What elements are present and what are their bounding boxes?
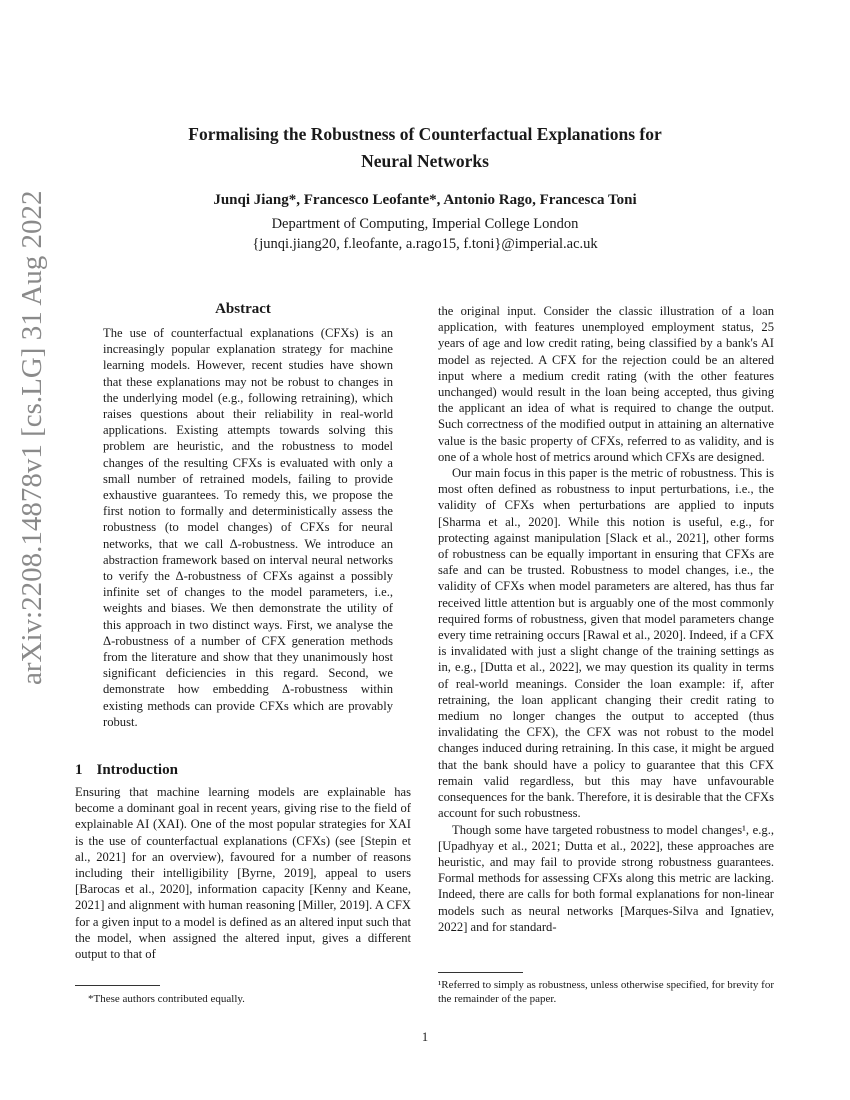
paragraph-loan-example: the original input. Consider the classic illustration of a loan application, with features unemployed employment status, 25 years of age and low credit rating, being classified by a bank's AI model as rejected. A CFX for the rejection could be an altered input where a medium credit rating (with the other features unchanged) would result in the loan being accepted, thus giving the applicant an idea of what is required to change the output. Such correctness of the modified output in attaining an alternative value is the basic property of CFXs, referred to as validity, and is one of a whole host of metrics around which CFXs are designed. [438,304,774,464]
affiliation: Department of Computing, Imperial College London [271,216,579,232]
page-number: 1 [421,1030,429,1044]
abstract-text: The use of counterfactual explanations (CFXs) is an increasingly popular explanation strategy for machine learning models. However, recent studies have shown that these explanations may not be robust to changes in the underlying model (e.g., following retraining), which raises questions about their reliability in real-world applications. Existing attempts towards solving this problem are heuristic, and the robustness to model changes of the resulting CFXs is evaluated with only a small number of retrained models, failing to provide exhaustive guarantees. To remedy this, we propose the first notion to formally and deterministically assess the robustness (to model changes) of CFXs for neural networks, that we call Δ-robustness. We introduce an abstraction framework based on interval neural networks to verify the Δ-robustness of CFXs against a possibly infinite set of changes to the model parameters, i.e., weights and biases. We then demonstrate the utility of this approach in two distinct ways. First, we analyse the Δ-robustness of a number of CFX generation methods from the literature and show that they unanimously host significant deficiencies in this regard. Second, we demonstrate how embedding Δ-robustness within existing methods can provide CFXs which are provably robust. [103,326,393,729]
authors: Junqi Jiang*, Francesco Leofante*, Antonio Rago, Francesca Toni [213,192,637,208]
right-column [438,303,774,935]
footnote-rule-left [75,985,160,986]
author-emails: {junqi.jiang20, f.leofante, a.rago15, f.toni}@imperial.ac.uk [252,236,598,252]
arxiv-stamp: arXiv:2208.14878v1 [cs.LG] 31 Aug 2022 [16,190,48,685]
section-heading-introduction [75,762,178,779]
title-line-1: Formalising the Robustness of Counterfactual Explanations for [188,124,662,144]
intro-paragraph: Ensuring that machine learning models are explainable has become a dominant goal in recent years, giving rise to the field of explainable AI (XAI). One of the most popular strategies for XAI is the use of counterfactual explanations (CFXs) (see [Stepin et al., 2021] for an overview), favoured for a number of reasons including their intelligibility [Byrne, 2019], appeal to users [Barocas et al., 2020], information capacity [Kenny and Keane, 2021] and alignment with human reasoning [Miller, 2019]. A CFX for a given input to a model is defined as an altered input such that the model, when assigned the altered input, gives a different output to that of [75,785,411,962]
title-line-2: Neural Networks [361,151,489,171]
abstract-heading: Abstract [215,301,271,317]
footnote-rule-right [438,972,523,973]
paragraph-model-changes: Though some have targeted robustness to model changes¹, e.g., [Upadhyay et al., 2021; Dutta et al., 2022], these approaches are heuristic, and may fail to provide strong robustness guarantees. Formal methods for assessing CFXs along this metric are lacking. Indeed, there are calls for both formal explanations for non-linear models such as neural networks [Marques-Silva and Ignatiev, 2022] and for standard- [438,822,774,934]
footnote-equal-contribution: *These authors contributed equally. [88,993,245,1005]
footnote-robustness: ¹Referred to simply as robustness, unless otherwise specified, for brevity for the remainder of the paper. [438,979,774,1005]
paper-title [110,121,740,175]
section-number: 1 [75,762,83,778]
paragraph-robustness-focus: Our main focus in this paper is the metric of robustness. This is most often defined as robustness to input perturbations, i.e., the validity of CFXs when perturbations are applied to inputs [Sharma et al., 2020]. While this notion is useful, e.g., for protecting against manipulation [Slack et al., 2021], other forms of robustness can be equally important in ensuring that CFXs are safe and can be trusted. Robustness to model changes, i.e., the validity of CFXs when model parameters are altered, has thus far received little attention but is arguably one of the most commonly required forms of robustness, given that model parameters change every time retraining occurs [Rawal et al., 2020]. Indeed, if a CFX is invalidated with just a slight change of the training settings as in, e.g., [Dutta et al., 2022], we may question its quality in terms of real-world meanings. Consider the loan example: if, after retraining, the loan applicant changing their credit rating to medium no longer changes the output to accepted (thus invalidating the CFX), the CFX was not robust to the model changes induced during retraining. In this case, it might be argued that the bank should have a policy to guarantee that this CFX remain valid regardless, but this may have unfavourable consequences for the bank. Therefore, it is desirable that the CFXs account for such robustness. [438,466,774,821]
section-title: Introduction [96,762,178,778]
